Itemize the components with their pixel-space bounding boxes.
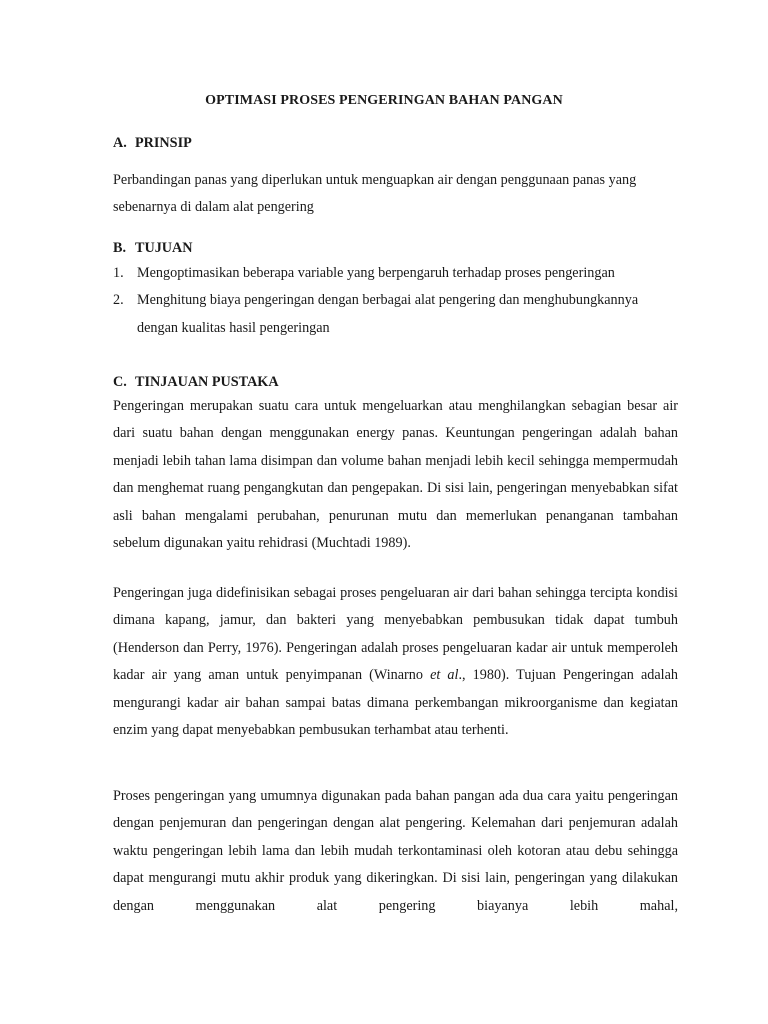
paragraph-text: ., 1980). Tujuan Pengeringan adalah mengurangi kadar air bahan sampai batas dimana perkembangan mikroorganisme dan kegiatan enzim yang dapat menyebabkan pembusukan terhambat atau terhenti.: [113, 667, 679, 739]
section-heading-tujuan: [113, 240, 193, 257]
tinjauan-paragraph-1: Pengeringan merupakan suatu cara untuk mengeluarkan atau menghilangkan sebagian besar air dari suatu bahan dengan menggunakan energy panas. Keuntungan pengeringan adalah bahan menjadi lebih tahan lama disimpan dan volume bahan menjadi lebih kecil sehingga mempermudah dan menghemat ruang pengangkutan dan pengepakan. Di sisi lain, pengeringan menyebabkan sifat asli bahan mengalami perubahan, penurunan mutu dan memerlukan penanganan tambahan sebelum digunakan yaitu rehidrasi (Muchtadi 1989).: [113, 398, 678, 552]
document-title: OPTIMASI PROSES PENGERINGAN BAHAN PANGAN: [205, 93, 563, 108]
list-number: 1.: [113, 265, 124, 281]
section-letter: A.: [113, 135, 127, 151]
list-text: Menghitung biaya pengeringan dengan berbagai alat pengering dan menghubungkannya dengan kualitas hasil pengeringan: [137, 292, 639, 336]
prinsip-paragraph: Perbandingan panas yang diperlukan untuk menguapkan air dengan penggunaan panas yang sebenarnya di dalam alat pengering: [113, 172, 637, 216]
list-number: 2.: [113, 292, 124, 309]
citation-italic: et al: [430, 667, 459, 684]
list-item: [113, 260, 678, 287]
section-letter: C.: [113, 374, 127, 390]
list-item: [113, 287, 678, 342]
list-text: Mengoptimasikan beberapa variable yang berpengaruh terhadap proses pengeringan: [137, 265, 615, 281]
paragraph-text: Pengeringan juga didefinisikan sebagai proses pengeluaran air dari bahan sehingga tercipta kondisi dimana kapang, jamur, dan bakteri yang menyebabkan pembusukan tidak dapat tumbuh (Henderson dan Perry, 1976). Pengeringan adalah proses pengeluaran kadar air untuk memperoleh kadar air yang aman untuk penyimpanan (Winarno: [113, 585, 678, 684]
section-letter: B.: [113, 240, 127, 256]
section-title: TUJUAN: [135, 240, 193, 256]
section-heading-tinjauan-pustaka: [113, 374, 279, 391]
tinjauan-paragraph-2: [113, 580, 678, 744]
section-title: TINJAUAN PUSTAKA: [135, 374, 279, 390]
section-heading-prinsip: [113, 135, 192, 152]
section-title: PRINSIP: [135, 135, 192, 151]
tinjauan-paragraph-3: Proses pengeringan yang umumnya digunakan pada bahan pangan ada dua cara yaitu pengeringan dengan penjemuran dan pengeringan dengan alat pengering. Kelemahan dari penjemuran adalah waktu pengeringan lebih lama dan lebih mudah terkontaminasi oleh kotoran atau debu sehingga dapat mengurangi mutu akhir produk yang dikeringkan. Di sisi lain, pengeringan yang dilakukan dengan menggunakan alat pengering biayanya lebih mahal,: [113, 788, 678, 914]
tujuan-list: [113, 260, 678, 342]
